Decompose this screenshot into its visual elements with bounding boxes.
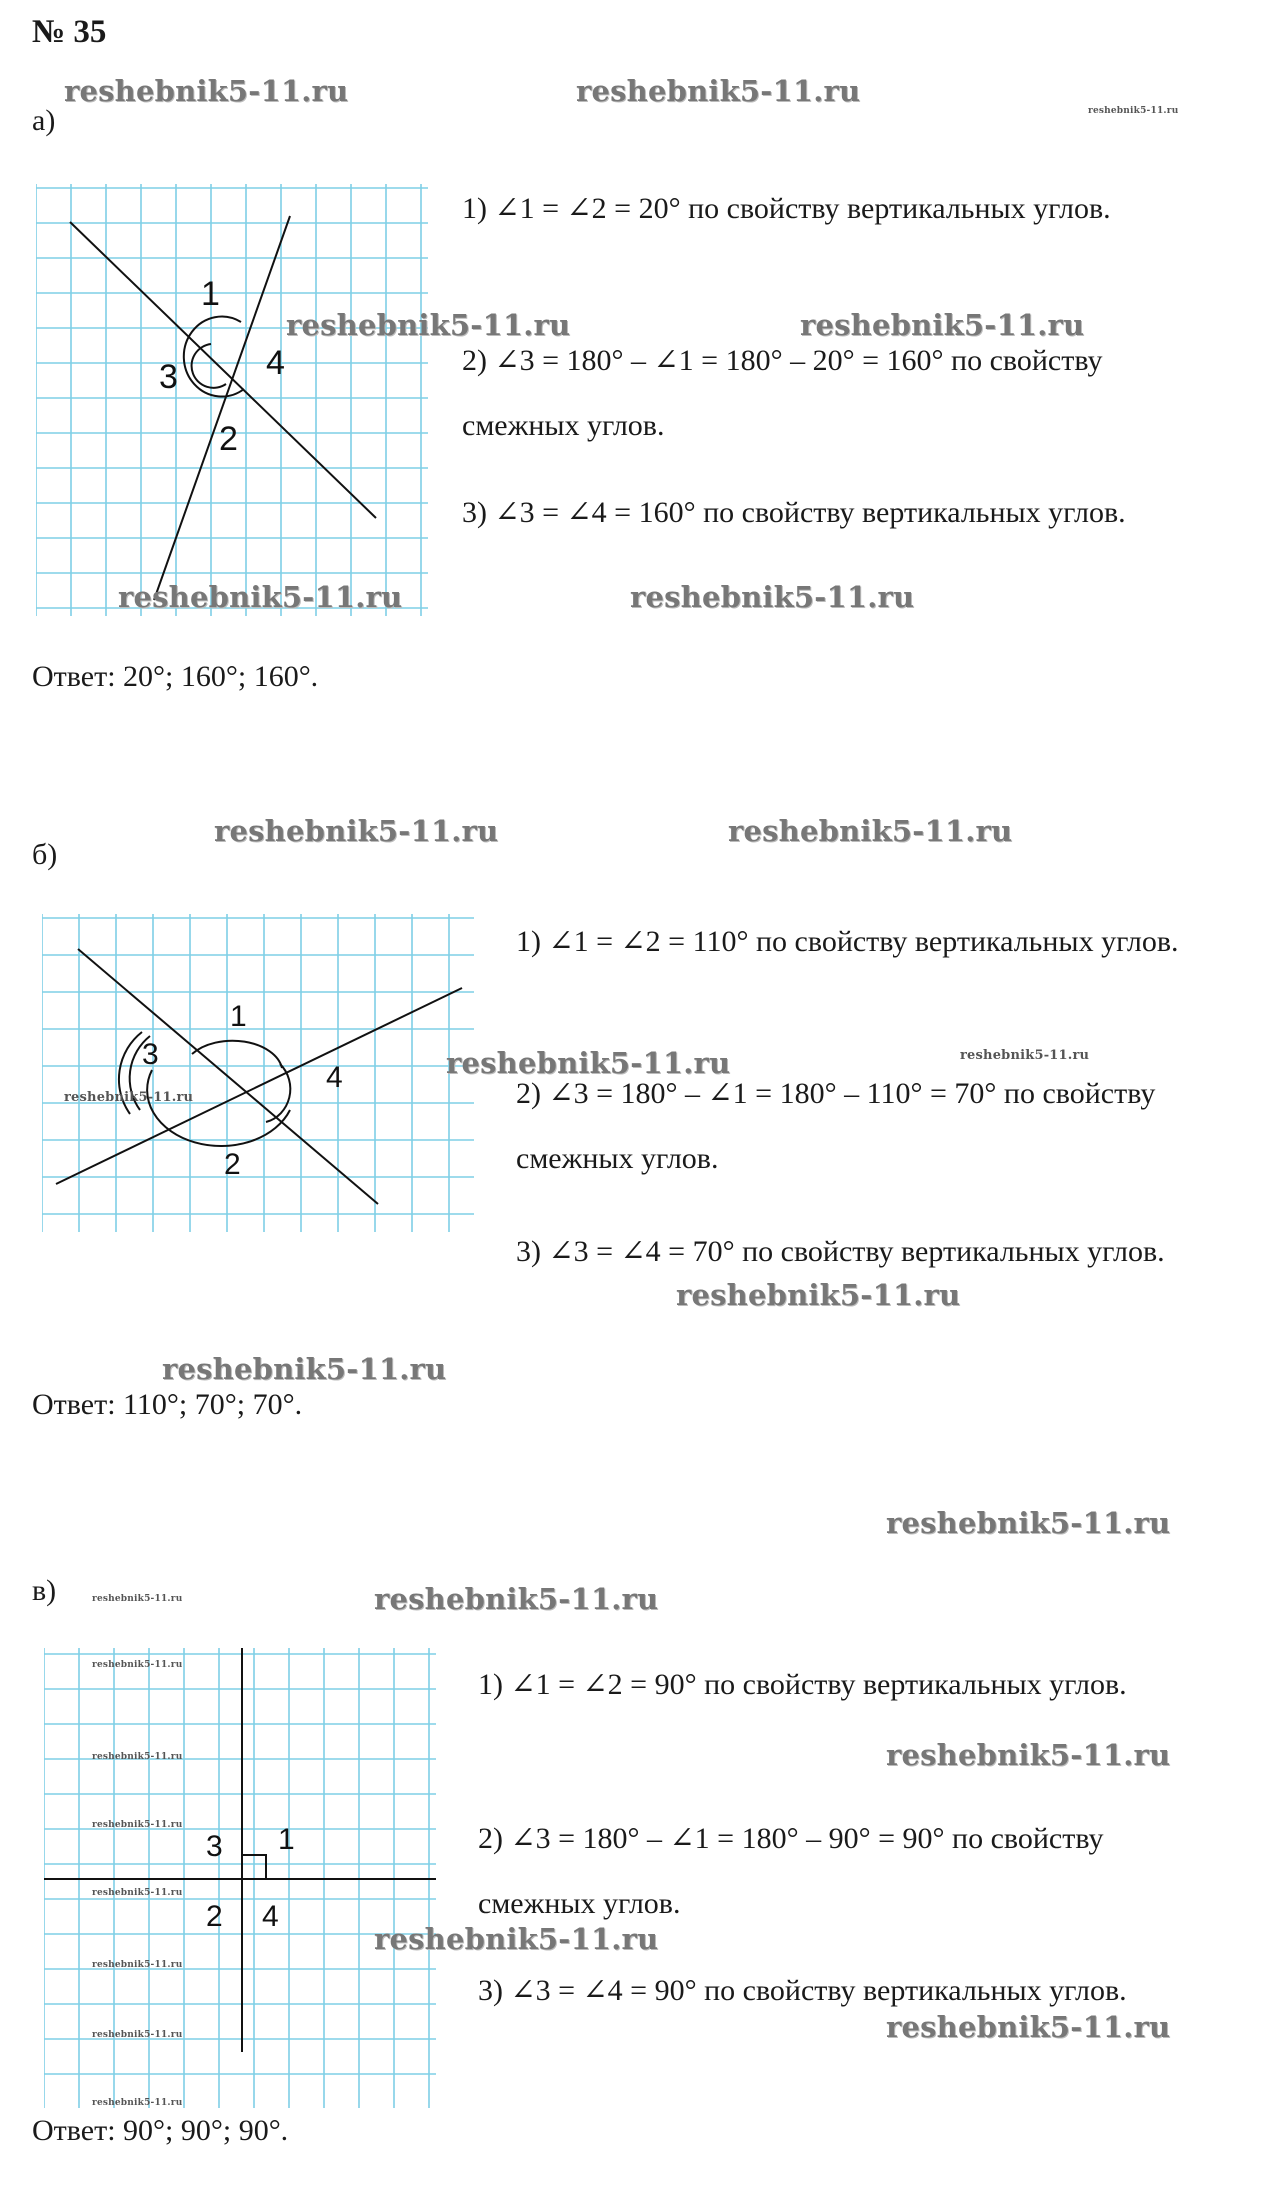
watermark: reshebnik5-11.ru xyxy=(886,2010,1171,2044)
step-b-1: 1) ∠1 = ∠2 = 110° по свойству вертикальных углов. xyxy=(516,925,1179,958)
step-v-2: 2) ∠3 = 180° – ∠1 = 180° – 90° = 90° по свойству смежных углов. xyxy=(478,1822,1104,1920)
watermark: reshebnik5-11.ru xyxy=(64,74,349,108)
watermark: reshebnik5-11.ru xyxy=(92,1960,183,1970)
step-b-3: 3) ∠3 = ∠4 = 70° по свойству вертикальных углов. xyxy=(516,1235,1165,1268)
grid-a xyxy=(36,184,428,616)
answer-v: Ответ: 90°; 90°; 90°. xyxy=(32,2114,289,2147)
watermark: reshebnik5-11.ru xyxy=(374,1922,659,1956)
answer-a: Ответ: 20°; 160°; 160°. xyxy=(32,660,319,693)
watermark: reshebnik5-11.ru xyxy=(800,308,1085,342)
watermark: reshebnik5-11.ru xyxy=(92,2030,183,2040)
angle-label-4: 4 xyxy=(266,344,285,382)
part-label-b: б) xyxy=(32,838,58,871)
angle-label-1: 1 xyxy=(201,275,220,313)
watermark: reshebnik5-11.ru xyxy=(64,1090,194,1105)
step-b-2: 2) ∠3 = 180° – ∠1 = 180° – 110° = 70° по свойству смежных углов. xyxy=(516,1077,1156,1175)
watermark: reshebnik5-11.ru xyxy=(1088,106,1179,116)
answer-b: Ответ: 110°; 70°; 70°. xyxy=(32,1388,303,1421)
watermark: reshebnik5-11.ru xyxy=(92,2098,183,2108)
angle-label-1: 1 xyxy=(278,1823,295,1856)
watermark: reshebnik5-11.ru xyxy=(214,814,499,848)
watermark: reshebnik5-11.ru xyxy=(162,1352,447,1386)
watermark: reshebnik5-11.ru xyxy=(960,1048,1090,1063)
step-a-3: 3) ∠3 = ∠4 = 160° по свойству вертикальных углов. xyxy=(462,496,1126,529)
line-2-b xyxy=(56,988,462,1184)
angle-label-4: 4 xyxy=(326,1061,343,1094)
angle-label-3: 3 xyxy=(206,1830,223,1863)
watermark: reshebnik5-11.ru xyxy=(92,1752,183,1762)
line-2-a xyxy=(154,216,290,600)
watermark: reshebnik5-11.ru xyxy=(92,1888,183,1898)
watermark: reshebnik5-11.ru xyxy=(92,1594,183,1604)
watermark: reshebnik5-11.ru xyxy=(92,1820,183,1830)
part-label-a: а) xyxy=(32,104,56,137)
figure-a xyxy=(36,184,428,616)
angle-label-2: 2 xyxy=(219,420,238,458)
angle-arc-a-inner xyxy=(192,344,226,388)
watermark: reshebnik5-11.ru xyxy=(886,1738,1171,1772)
watermark: reshebnik5-11.ru xyxy=(374,1582,659,1616)
angle-arc-b-1 xyxy=(192,1041,282,1068)
watermark: reshebnik5-11.ru xyxy=(286,308,571,342)
line-1-a xyxy=(70,222,376,518)
watermark: reshebnik5-11.ru xyxy=(630,580,915,614)
step-v-1: 1) ∠1 = ∠2 = 90° по свойству вертикальных углов. xyxy=(478,1668,1127,1701)
angle-label-3: 3 xyxy=(142,1038,159,1071)
angle-label-4: 4 xyxy=(262,1900,279,1933)
angle-label-1: 1 xyxy=(230,1000,247,1033)
angle-label-2: 2 xyxy=(224,1148,241,1181)
part-label-v: в) xyxy=(32,1574,57,1607)
step-a-1: 1) ∠1 = ∠2 = 20° по свойству вертикальных углов. xyxy=(462,192,1111,225)
grid-b xyxy=(42,914,474,1232)
step-a-2: 2) ∠3 = 180° – ∠1 = 180° – 20° = 160° по свойству смежных углов. xyxy=(462,344,1103,442)
angle-arc-b-4 xyxy=(266,1064,290,1122)
watermark: reshebnik5-11.ru xyxy=(676,1278,961,1312)
watermark: reshebnik5-11.ru xyxy=(446,1046,731,1080)
watermark: reshebnik5-11.ru xyxy=(92,1660,183,1670)
watermark: reshebnik5-11.ru xyxy=(886,1506,1171,1540)
step-v-3: 3) ∠3 = ∠4 = 90° по свойству вертикальных углов. xyxy=(478,1974,1127,2007)
figure-b xyxy=(42,914,474,1232)
watermark: reshebnik5-11.ru xyxy=(118,580,403,614)
watermark: reshebnik5-11.ru xyxy=(728,814,1013,848)
problem-number: № 35 xyxy=(32,14,107,50)
angle-label-2: 2 xyxy=(206,1900,223,1933)
watermark: reshebnik5-11.ru xyxy=(576,74,861,108)
angle-label-3: 3 xyxy=(159,358,178,396)
